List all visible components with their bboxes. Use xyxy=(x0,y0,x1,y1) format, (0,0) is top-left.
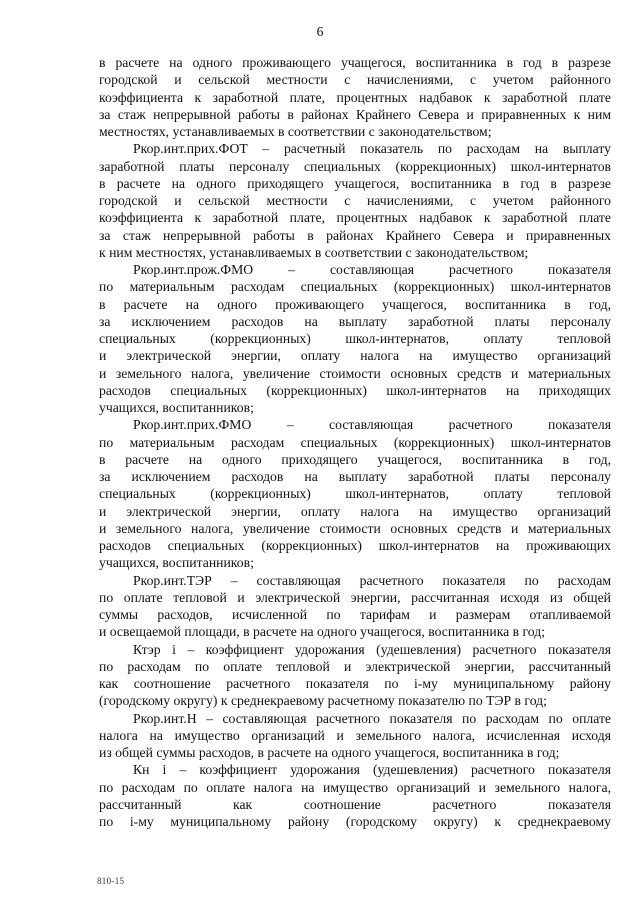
text-line: городской и сельской местности с начислениями, с учетом районного xyxy=(99,72,611,88)
text-line: специальных (коррекционных) школ-интернатов, оплату тепловой xyxy=(99,486,611,502)
text-line: по материальным расходам специальных (коррекционных) школ-интернатов xyxy=(99,434,611,450)
text-line: как соотношение расчетного показателя по i-му муниципальному району xyxy=(99,676,611,691)
text-line: (городскому округу) к среднекраевому расчетному показателю по ТЭР в год; xyxy=(99,693,547,709)
text-line: специальных (коррекционных) школ-интернатов, оплату тепловой xyxy=(99,331,611,346)
text-line: рассчитанный как соотношение расчетного показателя xyxy=(99,796,611,812)
text-line: и электрической энергии, оплату налога на имущество организаций xyxy=(99,503,611,519)
text-line: учащихся, воспитанников; xyxy=(99,400,254,415)
text-line: налога на имущество организаций и земельного налога, исчисленная исходя xyxy=(99,727,611,743)
text-line: коэффициента к заработной плате, процентных надбавок к заработной плате xyxy=(99,210,611,226)
paragraph-prih-fot xyxy=(99,140,611,261)
page-number: 6 xyxy=(316,24,324,39)
document-body xyxy=(99,54,611,830)
paragraph-fot-continued xyxy=(99,54,611,140)
paragraph-kn xyxy=(99,761,611,830)
text-line: по оплате тепловой и электрической энергии, рассчитанная исходя из общей xyxy=(99,589,611,605)
text-line: местностях, устанавливаемых в соответствии с законодательством; xyxy=(99,124,492,139)
text-line: Ркор.инт.прож.ФМО – составляющая расчетного показателя xyxy=(133,262,611,277)
text-line: по расходам по оплате налога на имущество организаций и земельного налога, xyxy=(99,779,611,795)
text-line: и земельного налога, увеличение стоимости основных средств и материальных xyxy=(99,520,611,536)
text-line: за исключением расходов на выплату заработной платы персоналу xyxy=(99,313,611,329)
text-line: Кн i – коэффициент удорожания (удешевления) расчетного показателя xyxy=(133,762,611,778)
text-line: за исключением расходов на выплату заработной платы персоналу xyxy=(99,469,611,484)
text-line: и освещаемой площади, в расчете на одного учащегося, воспитанника в год; xyxy=(99,624,546,640)
text-line: коэффициента к заработной плате, процентных надбавок к заработной плате xyxy=(99,89,611,105)
text-line: за стаж непрерывной работы в районах Крайнего Севера и приравненных xyxy=(99,227,611,243)
paragraph-ter xyxy=(99,572,611,641)
text-line: в расчете на одного приходящего учащегося, воспитанника в год в разрезе xyxy=(99,175,611,191)
footer-code: 810-15 xyxy=(97,876,125,886)
text-line: в расчете на одного приходящего учащегося, воспитанника в год, xyxy=(99,451,611,467)
text-line: в расчете на одного проживающего учащегося, воспитанника в год, xyxy=(99,296,611,312)
text-line: заработной платы персоналу специальных (коррекционных) школ-интернатов xyxy=(99,158,611,174)
paragraph-nalog xyxy=(99,710,611,762)
paragraph-prozh-fmo xyxy=(99,261,611,416)
paragraph-prih-fmo xyxy=(99,416,611,571)
text-line: городской и сельской местности с начислениями, с учетом районного xyxy=(99,193,611,208)
text-line: и электрической энергии, оплату налога на имущество организаций xyxy=(99,348,611,364)
text-line: Ркор.инт.прих.ФМО – составляющая расчетного показателя xyxy=(133,417,611,433)
text-line: расходов специальных (коррекционных) школ-интернатов на проживающих xyxy=(99,538,611,553)
text-line: к ним местностях, устанавливаемых в соответствии с законодательством; xyxy=(99,244,529,260)
text-line: за стаж непрерывной работы в районах Крайнего Севера и приравненных к ним xyxy=(99,106,611,122)
text-line: и земельного налога, увеличение стоимости основных средств и материальных xyxy=(99,365,611,381)
text-line: учащихся, воспитанников; xyxy=(99,555,254,571)
text-line: по i-му муниципальному району (городскому округу) к среднекраевому xyxy=(99,814,611,829)
text-line: по материальным расходам специальных (коррекционных) школ-интернатов xyxy=(99,279,611,295)
text-line: Ктэр i – коэффициент удорожания (удешевления) расчетного показателя xyxy=(133,641,611,657)
text-line: Ркор.инт.ТЭР – составляющая расчетного показателя по расходам xyxy=(133,572,611,588)
text-line: суммы расходов, исчисленной по тарифам и размерам отапливаемой xyxy=(99,607,611,622)
text-line: Ркор.инт.прих.ФОТ – расчетный показатель по расходам на выплату xyxy=(133,141,611,157)
text-line: из общей суммы расходов, в расчете на одного учащегося, воспитанника в год; xyxy=(99,745,560,760)
text-line: расходов специальных (коррекционных) школ-интернатов на приходящих xyxy=(99,382,611,398)
paragraph-kter xyxy=(99,641,611,710)
text-line: по расходам по оплате тепловой и электрической энергии, рассчитанный xyxy=(99,658,611,674)
text-line: в расчете на одного проживающего учащегося, воспитанника в год в разрезе xyxy=(99,55,611,70)
text-line: Ркор.инт.Н – составляющая расчетного показателя по расходам по оплате xyxy=(133,710,611,726)
